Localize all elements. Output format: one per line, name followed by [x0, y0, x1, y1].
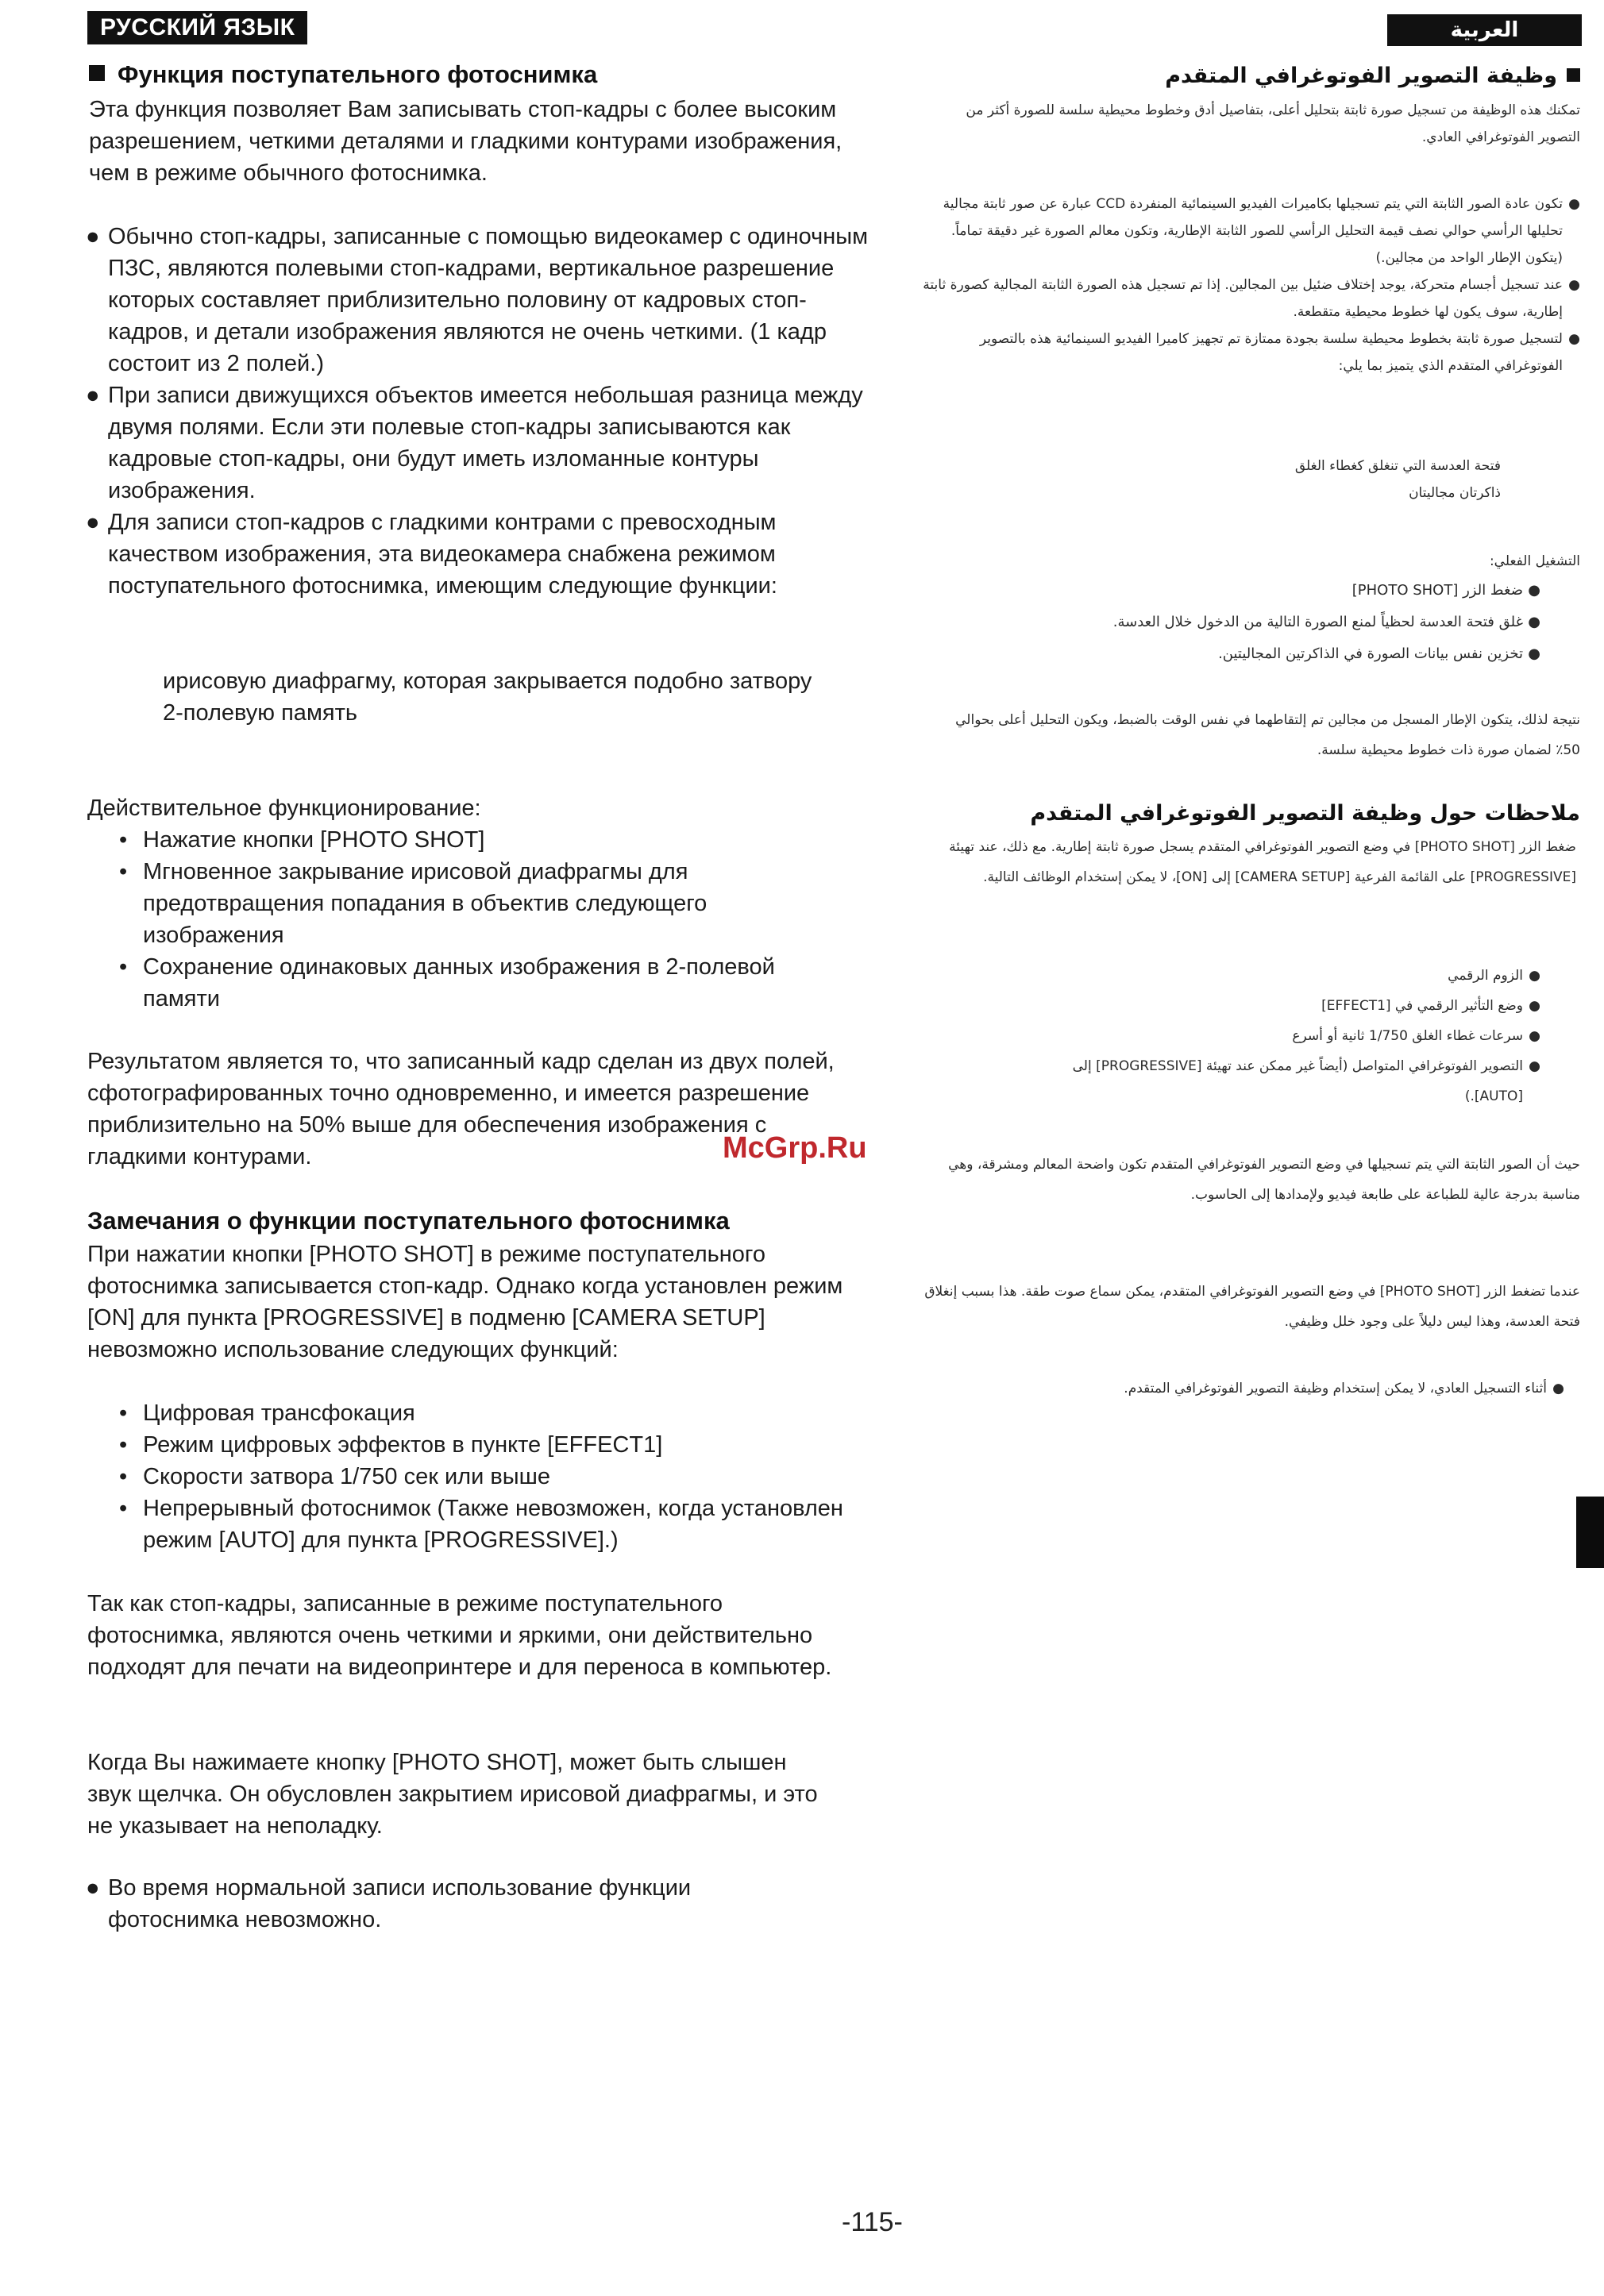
- list-item: ● عند تسجيل أجسام متحركة، يوجد إختلاف ضئيل بين المجالين. إذا تم تسجيل هذه الصورة الثابتة المجالية كصورة ثابتة إطارية، سوف يكون لها خطوط محيطية متقطعة.: [921, 272, 1580, 326]
- ru-intro-paragraph: Эта функция позволяет Вам записывать стоп-кадры с более высоким разрешением, четкими деталями и гладкими контурами изображения, чем в режиме обычного фотоснимка.: [89, 97, 842, 186]
- list-item: • Скорости затвора 1/750 сек или выше: [87, 1461, 850, 1493]
- ru-feature-list: [163, 665, 846, 729]
- ar-notes-list: [1032, 961, 1540, 1111]
- bullet-icon: ●: [1528, 645, 1540, 662]
- list-item: ● تكون عادة الصور الثابتة التي يتم تسجيلها بكاميرات الفيديو السينمائية المنفردة CCD عبارة عن صور ثابتة مجالية تحليلها الرأسي حوالي نصف قيمة التحليل الرأسي للصور الثابتة الإطارية، وتكون معالم الصورة غير دقيقة تماماً. (يتكون الإطار الواحد من مجالين.): [921, 191, 1580, 272]
- ar-bullet-list-1: [921, 191, 1580, 379]
- ar-notes-intro: ضغط الزر [PHOTO SHOT] في وضع التصوير الفوتوغرافي المتقدم يسجل صورة ثابتة إطارية. مع ذلك، عند تهيئة [PROGRESSIVE] على القائمة الفرعية [CAMERA SETUP] إلى [ON]، لا يمكن إستخدام الوظائف التالية.: [949, 839, 1576, 885]
- list-item: ● التصوير الفوتوغرافي المتواصل (أيضاً غير ممكن عند تهيئة [PROGRESSIVE] إلى [AUTO].): [1032, 1051, 1540, 1111]
- list-item: ● تخزين نفس بيانات الصورة في الذاكرتين المجاليتين.: [953, 638, 1540, 670]
- bullet-icon: •: [119, 1496, 128, 1521]
- ar-heading-progressive-photo: وظيفة التصوير الفوتوغرافي المتقدم: [921, 60, 1580, 92]
- bullet-icon: •: [119, 954, 128, 980]
- ar-feature-iris: فتحة العدسة التي تنغلق كغطاء الغلق: [1294, 458, 1501, 474]
- ru-bullet-list-1: [86, 221, 872, 602]
- bullet-icon: •: [119, 859, 128, 884]
- ru-notes-intro: При нажатии кнопки [PHOTO SHOT] в режиме поступательного фотоснимка записывается стоп-кадр. Однако когда установлен режим [ON] для пункта [PROGRESSIVE] в подменю [CAMERA SETUP] невозможно использование следующих функций:: [87, 1242, 843, 1362]
- arabic-language-tab: العربية: [1387, 14, 1582, 46]
- list-item: ● Обычно стоп-кадры, записанные с помощью видеокамер с одиночным ПЗС, являются полевыми стоп-кадрами, вертикальное разрешение которых составляет приблизительно половину от кадровых стоп-кадров, и детали изображения являются не очень четкими. (1 кадр состоит из 2 полей.): [86, 221, 872, 379]
- bullet-icon: ●: [86, 510, 100, 535]
- list-item: ● الزوم الرقمي: [1032, 961, 1540, 991]
- ar-heading-notes: ملاحظات حول وظيفة التصوير الفوتوغرافي المتقدم: [1030, 801, 1580, 826]
- ru-normal-record-note: [86, 1872, 800, 1936]
- russian-language-tab: РУССКИЙ ЯЗЫК: [87, 11, 307, 44]
- ar-feature-list: [1032, 453, 1501, 507]
- ru-heading-notes: Замечания о функции поступательного фотоснимка: [87, 1207, 730, 1235]
- ar-normal-record-note: [921, 1375, 1564, 1402]
- ru-notes-list: [87, 1397, 850, 1556]
- list-item: • Нажатие кнопки [PHOTO SHOT]: [87, 824, 802, 856]
- list-item: • Сохранение одинаковых данных изображения в 2-полевой памяти: [87, 951, 802, 1015]
- bullet-icon: ●: [1529, 998, 1540, 1014]
- list-item: ● ضغط الزر [PHOTO SHOT]: [953, 575, 1540, 607]
- bullet-icon: ●: [1568, 277, 1580, 293]
- ru-result-paragraph: Результатом является то, что записанный кадр сделан из двух полей, сфотографированных точно одновременно, и имеется разрешение приблизительно на 50% выше для обеспечения изображения с гладкими контурами.: [87, 1049, 835, 1169]
- ar-click-sound-paragraph: عندما تضغط الزر [PHOTO SHOT] في وضع التصوير الفوتوغرافي المتقدم، يمكن سماع صوت طقة. هذا بسبب إنغلاق فتحة العدسة، وهذا ليس دليلاً على وجود خلل وظيفي.: [924, 1284, 1580, 1330]
- ar-result-paragraph: نتيجة لذلك، يتكون الإطار المسجل من مجالين تم إلتقاطهما في نفس الوقت بالضبط، ويكون التحليل أعلى بحوالي 50٪ لضمان صورة ذات خطوط محيطية سلسة.: [955, 712, 1580, 758]
- list-item: ● Для записи стоп-кадров с гладкими контрами с превосходным качеством изображения, эта видеокамера снабжена режимом поступательного фотоснимка, имеющим следующие функции:: [86, 507, 872, 602]
- ru-click-sound-paragraph: Когда Вы нажимаете кнопку [PHOTO SHOT], может быть слышен звук щелчка. Он обусловлен закрытием ирисовой диафрагмы, и это не указывает на неполадку.: [87, 1750, 818, 1839]
- bullet-icon: ●: [1552, 1381, 1564, 1396]
- watermark-text: McGrp.Ru: [723, 1131, 867, 1165]
- square-bullet-icon: [1567, 68, 1580, 82]
- bullet-icon: ●: [1568, 196, 1580, 212]
- list-item: ● غلق فتحة العدسة لحظياً لمنع الصورة التالية من الدخول خلال العدسة.: [953, 607, 1540, 638]
- bullet-icon: ●: [86, 383, 100, 408]
- list-item: • Режим цифровых эффектов в пункте [EFFECT1]: [87, 1429, 850, 1461]
- bullet-icon: ●: [1528, 582, 1540, 599]
- list-item: ● لتسجيل صورة ثابتة بخطوط محيطية سلسة بجودة ممتازة تم تجهيز كاميرا الفيديو السينمائية هذه بالتصوير الفوتوغرافي المتقدم الذي يتميز بما يلي:: [921, 326, 1580, 379]
- ru-operation-title: Действительное функционирование:: [87, 796, 481, 821]
- bullet-icon: ●: [86, 1875, 100, 1901]
- ar-operation-title: التشغيل الفعلي:: [1489, 553, 1580, 569]
- ru-printing-paragraph: Так как стоп-кадры, записанные в режиме поступательного фотоснимка, являются очень четкими и яркими, они действительно подходят для печати на видеопринтере и для переноса в компьютер.: [87, 1591, 832, 1680]
- ru-feature-iris: ирисовую диафрагму, которая закрывается подобно затвору: [163, 668, 812, 694]
- ru-heading-progressive-photo: Функция поступательного фотоснимка: [89, 59, 851, 91]
- list-item: ● При записи движущихся объектов имеется небольшая разница между двумя полями. Если эти полевые стоп-кадры записываются как кадровые стоп-кадры, они будут иметь изломанные контуры изображения.: [86, 379, 872, 507]
- page-number: -115-: [842, 2207, 903, 2237]
- bullet-icon: ●: [1528, 614, 1540, 630]
- bullet-icon: ●: [1568, 331, 1580, 347]
- bullet-icon: ●: [1529, 968, 1540, 984]
- bullet-icon: •: [119, 1400, 128, 1426]
- ar-intro-paragraph: تمكنك هذه الوظيفة من تسجيل صورة ثابتة بتحليل أعلى، بتفاصيل أدق وخطوط محيطية سلسة للصورة أكثر من التصوير الفوتوغرافي العادي.: [966, 102, 1580, 145]
- ru-operation-list: [87, 824, 802, 1015]
- ar-printing-paragraph: حيث أن الصور الثابتة التي يتم تسجيلها في وضع التصوير الفوتوغرافي المتقدم تكون واضحة المعالم ومشرقة، وهي مناسبة بدرجة عالية للطباعة على طابعة فيديو ولإمدادها إلى الحاسوب.: [948, 1157, 1580, 1203]
- square-bullet-icon: [89, 65, 105, 81]
- list-item: ● أثناء التسجيل العادي، لا يمكن إستخدام وظيفة التصوير الفوتوغرافي المتقدم.: [921, 1375, 1564, 1402]
- list-item: • Цифровая трансфокация: [87, 1397, 850, 1429]
- ar-feature-memory: ذاكرتان مجاليتان: [1409, 485, 1501, 501]
- list-item: • Непрерывный фотоснимок (Также невозможен, когда установлен режим [AUTO] для пункта [PROGRESSIVE].): [87, 1493, 850, 1556]
- ru-feature-memory: 2-полевую память: [163, 700, 357, 726]
- bullet-icon: •: [119, 1464, 128, 1489]
- bullet-icon: ●: [86, 224, 100, 249]
- list-item: • Мгновенное закрывание ирисовой диафрагмы для предотвращения попадания в объектив следующего изображения: [87, 856, 802, 951]
- ar-operation-list: [953, 575, 1540, 670]
- bullet-icon: ●: [1529, 1058, 1540, 1074]
- list-item: ● سرعات غطاء الغلق 1/750 ثانية أو أسرع: [1032, 1021, 1540, 1051]
- bullet-icon: •: [119, 827, 128, 853]
- side-index-tab: [1576, 1497, 1604, 1568]
- bullet-icon: •: [119, 1432, 128, 1458]
- list-item: ● وضع التأثير الرقمي في [EFFECT1]: [1032, 991, 1540, 1021]
- list-item: ● Во время нормальной записи использование функции фотоснимка невозможно.: [86, 1872, 800, 1936]
- bullet-icon: ●: [1529, 1028, 1540, 1044]
